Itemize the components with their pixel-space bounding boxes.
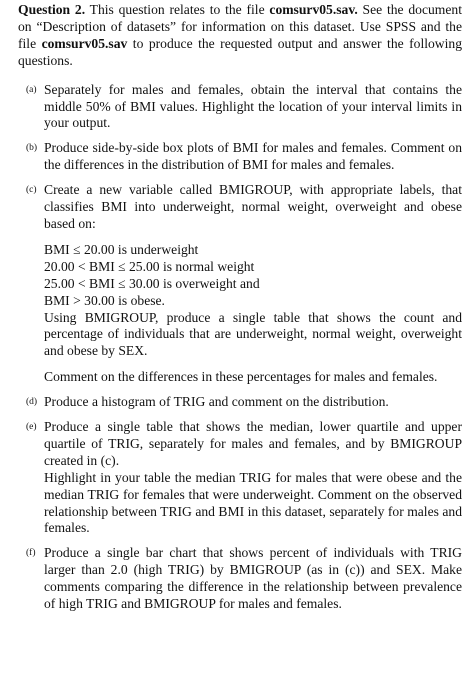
item-paragraph: Highlight in your table the median TRIG for males that were obese and the median TRIG for females that were underweight. Comment on the observed relationship between TRIG and BMI in this dataset, separately for males and females. xyxy=(44,469,462,536)
bmi-rule: BMI ≤ 20.00 is underweight xyxy=(44,241,199,257)
item-marker: (f) xyxy=(26,548,36,559)
item-marker: (c) xyxy=(26,185,37,196)
bmi-rules xyxy=(44,242,462,310)
item-paragraph: Comment on the differences in these percentages for males and females. xyxy=(44,369,438,385)
item-paragraph: Using BMIGROUP, produce a single table that shows the count and percentage of individuals that are underweight, normal weight, overweight and obese by SEX. xyxy=(44,309,462,359)
item-marker: (d) xyxy=(26,397,38,408)
item-text: Produce a single bar chart that shows percent of individuals with TRIG larger than 2.0 (high TRIG) by BMIGROUP (as in (c)) and SEX. Make comments comparing the difference in the relationship between prevalence of high TRIG and BMIGROUP for males and females. xyxy=(44,545,462,612)
intro-text-3: to produce the requested output and answer the following questions. xyxy=(18,35,462,68)
file-name-2: comsurv05.sav xyxy=(41,35,128,51)
item-text: Create a new variable called BMIGROUP, with appropriate labels, that classifies BMI into underweight, normal weight, overweight and obese based on: xyxy=(44,182,462,231)
question-heading: Question 2. xyxy=(18,2,86,17)
item-text: Produce side-by-side box plots of BMI for males and females. Comment on the differences in the distribution of BMI for males and females. xyxy=(44,140,462,173)
item-text: Produce a histogram of TRIG and comment on the distribution. xyxy=(44,394,389,410)
file-name-1: comsurv05.sav. xyxy=(269,2,358,17)
bmi-rule: 25.00 < BMI ≤ 30.00 is overweight and xyxy=(44,275,260,291)
intro-text-1: This question relates to the file xyxy=(85,2,270,17)
intro-text-2: See the document on “Description of datasets” for information on this dataset. Use SPSS and the file xyxy=(18,2,462,51)
item-text: Produce a single table that shows the median, lower quartile and upper quartile of TRIG, separately for males and females, and by BMIGROUP created in (c). xyxy=(44,419,462,468)
item-e xyxy=(18,419,462,537)
item-marker: (e) xyxy=(26,422,37,433)
bmi-rule: BMI > 30.00 is obese. xyxy=(44,292,165,308)
item-f xyxy=(18,545,462,613)
item-marker: (a) xyxy=(26,84,37,95)
item-text: Separately for males and females, obtain the interval that contains the middle 50% of BMI values. Highlight the location of your interval limits in your output. xyxy=(44,81,462,131)
item-a xyxy=(18,82,462,133)
bmi-rule: 20.00 < BMI ≤ 25.00 is normal weight xyxy=(44,258,255,274)
item-d xyxy=(18,394,462,411)
item-c xyxy=(18,182,462,386)
question-intro xyxy=(18,2,462,70)
item-b xyxy=(18,140,462,174)
item-marker: (b) xyxy=(26,143,38,154)
